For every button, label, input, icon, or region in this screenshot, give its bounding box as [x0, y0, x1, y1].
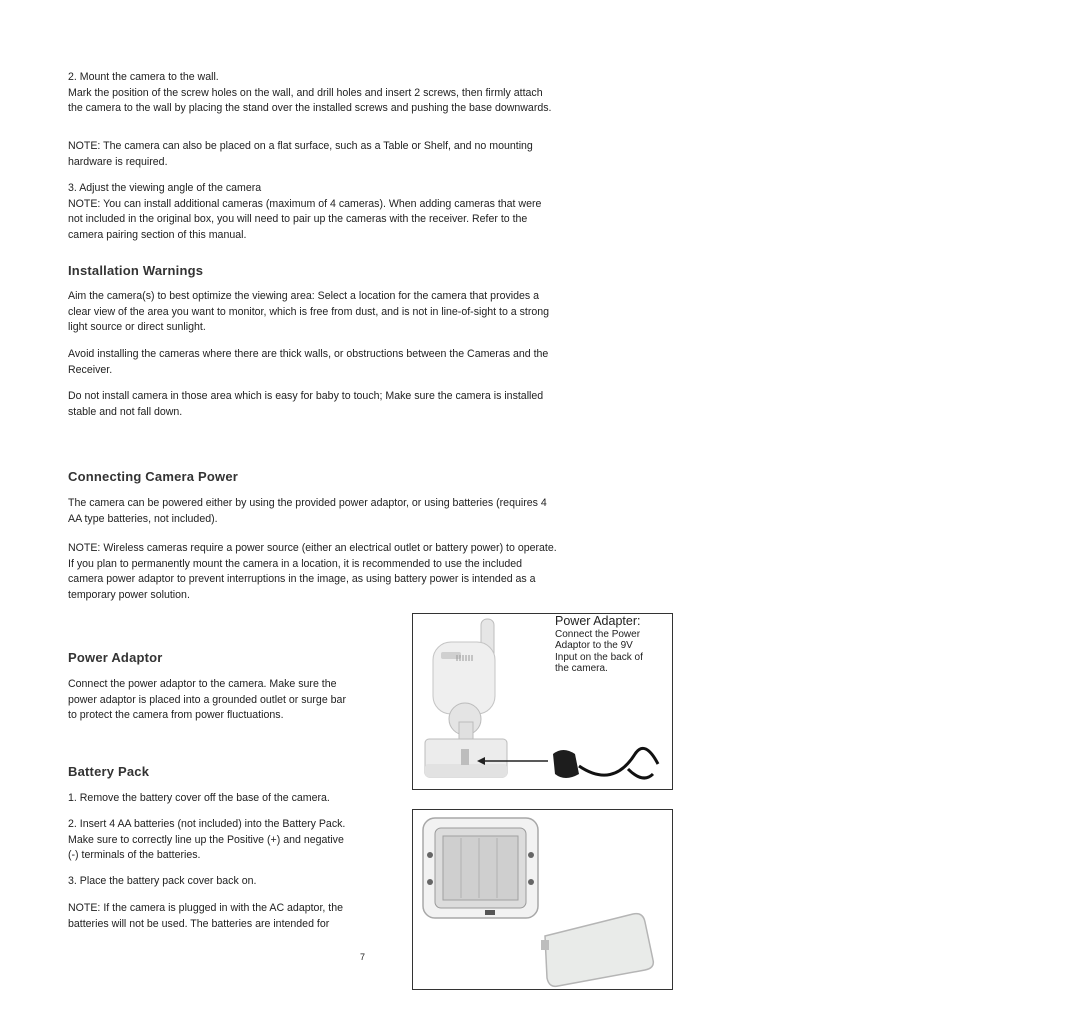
adjust-note-line: NOTE: You can install additional cameras (maximum of 4 cameras). When adding cameras that were: [68, 197, 542, 210]
warning-line: stable and not fall down.: [68, 405, 183, 418]
battery-line: NOTE: If the camera is plugged in with the AC adaptor, the: [68, 902, 343, 914]
battery-compartment-illustration: [413, 810, 672, 989]
warning-line: Avoid installing the cameras where there are thick walls, or obstructions between the Cameras and the: [68, 348, 549, 360]
power-adapter-figure: [412, 613, 673, 790]
mount-step: 2. Mount the camera to the wall.: [68, 71, 219, 83]
battery-line: 3. Place the battery pack cover back on.: [68, 875, 257, 887]
warning-line: Do not install camera in those area which is easy for baby to touch; Make sure the camera is installed: [68, 390, 544, 402]
installation-warnings-heading: Installation Warnings: [68, 263, 204, 278]
warning-paragraph: [68, 289, 660, 336]
power-adaptor-paragraph: [68, 677, 402, 724]
warning-paragraph: [68, 389, 660, 420]
power-line: camera power adaptor to prevent interruptions in the image, as using battery power is intended as a: [68, 573, 536, 585]
note-line: hardware is required.: [68, 155, 168, 168]
mount-text-line: the camera to the wall by placing the stand over the installed screws and pushing the base downwards.: [68, 102, 552, 114]
battery-step: [68, 874, 402, 890]
mount-section: [68, 70, 660, 117]
power-line: NOTE: Wireless cameras require a power source (either an electrical outlet or battery power) to operate.: [68, 542, 557, 554]
adjust-note-line: not included in the original box, you will need to pair up the cameras with the receiver. Refer to the: [68, 213, 528, 225]
figure-caption-title: Power Adapter:: [555, 614, 641, 628]
power-adaptor-heading: Power Adaptor: [68, 650, 163, 665]
figure-caption-line: the camera.: [555, 663, 608, 674]
adaptor-line: Connect the power adaptor to the camera. Make sure the: [68, 678, 337, 690]
adjust-note-line: camera pairing section of this manual.: [68, 228, 247, 241]
power-line: temporary power solution.: [68, 588, 190, 601]
power-note-paragraph: [68, 541, 660, 603]
figure-caption-line: Input on the back of: [555, 651, 643, 663]
power-paragraph: [68, 496, 660, 527]
warning-line: clear view of the area you want to monitor, which is free from dust, and is not in line-of-sight to a strong: [68, 305, 550, 318]
figure-caption-line: Adaptor to the 9V: [555, 640, 633, 651]
figure-caption-line: Connect the Power: [555, 628, 641, 640]
battery-line: 2. Insert 4 AA batteries (not included) into the Battery Pack.: [68, 818, 346, 830]
battery-line: Make sure to correctly line up the Positive (+) and negative: [68, 833, 344, 846]
figure-caption: [555, 616, 643, 675]
battery-note: [68, 901, 402, 932]
battery-pack-heading: Battery Pack: [68, 764, 150, 779]
adaptor-line: power adaptor is placed into a grounded outlet or surge bar: [68, 693, 346, 706]
power-line: AA type batteries, not included).: [68, 512, 218, 525]
connecting-power-heading: Connecting Camera Power: [68, 469, 239, 484]
warning-line: Receiver.: [68, 363, 113, 376]
mount-text-line: Mark the position of the screw holes on the wall, and drill holes and insert 2 screws, then firmly attach: [68, 86, 543, 99]
battery-step: [68, 791, 402, 807]
note-line: NOTE: The camera can also be placed on a flat surface, such as a Table or Shelf, and no mounting: [68, 140, 533, 152]
battery-compartment-figure: [412, 809, 673, 990]
battery-line: (-) terminals of the batteries.: [68, 849, 201, 861]
adaptor-line: to protect the camera from power fluctuations.: [68, 709, 284, 721]
note-flat-surface: [68, 139, 660, 170]
adjust-step: 3. Adjust the viewing angle of the camera: [68, 182, 262, 194]
warning-line: Aim the camera(s) to best optimize the viewing area: Select a location for the camera that provides a: [68, 290, 540, 302]
adjust-section: [68, 181, 660, 243]
power-line: The camera can be powered either by using the provided power adaptor, or using batteries (requires 4: [68, 497, 547, 509]
page-number: 7: [360, 952, 366, 962]
power-line: If you plan to permanently mount the camera in a location, it is recommended to use the included: [68, 557, 523, 570]
battery-line: 1. Remove the battery cover off the base of the camera.: [68, 792, 330, 804]
battery-step: [68, 817, 402, 864]
warning-line: light source or direct sunlight.: [68, 321, 206, 333]
battery-line: batteries will not be used. The batteries are intended for: [68, 917, 330, 930]
warning-paragraph: [68, 347, 660, 378]
